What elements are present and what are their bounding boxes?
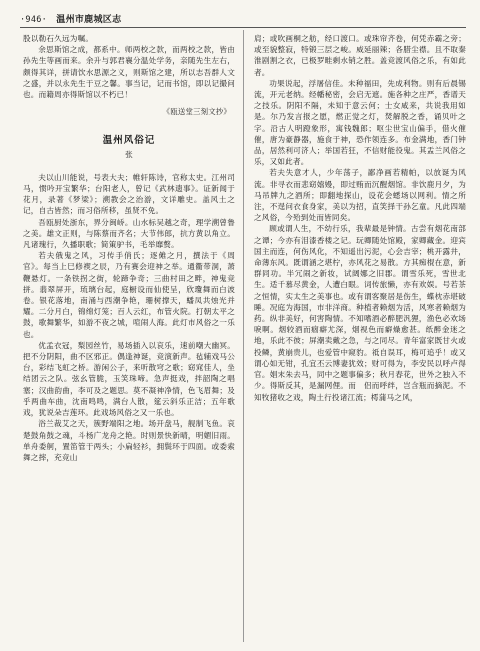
paragraph: 功果说起，浮屠信佳。未种福田，先成利物。则有后晨锡流，开元老纳。经幡秘密，会启无遮。施各种之庄严，香谱天之技乐。阴阳不隔，未知于意云何；士女咸来，共说我用如是。尔乃发言报之愿，燃正觉之灯，焚解脱之香，诵贝叶之字。沿古人明蹬象形，寓钱魏郎；呕尘世宝山偏手，借火催催，唐为豪静器，施食于神，恐作领连多。布金满地，香门钟品，居然利可济人；举国若狂，不信财能役鬼。其盂兰风俗之乐，又如此者。 — [254, 78, 466, 167]
article-author: 张 — [125, 149, 133, 159]
paragraph: 优孟衣冠，梨园丝竹，易场插入以哀乐，速前嘲大幽冥。把不分阴阳，曲不区邪正。偶逢神诞，竞演新声。毡辅戏马公台，彩结飞虹之桥。游闲公子，来听散穹之歌；窈窕佳人，坐结团云之队。弦幺管脆，玉笑珠啼。急声挺戏，拌韶陶之唱塞；汉曲韵曲，李可及之题思。莫不凝神净情，色飞眉舞；及乎两曲车曲，沈南鸣鸣，满台人散，筵云斜乐正洁；五年歌戏，犹说朵吉莲环。此戏场风俗之又一乐也。 — [23, 340, 235, 418]
source-note: 《瓯送堂三刻文抄》 — [162, 107, 231, 117]
paragraph: 肩；或吹画桐之舫，经口渡口。或珠帘齐卷，何凭赤霸之旁；或至貌整寂，特锻三层之峻。威延丽辣；各腊尘襟。且不取秦淮剧割之衣，已极罗畦剩水销之胜。盖竞渡风俗之乐，有如此者。 — [254, 34, 466, 77]
paragraph: 吾瓯厨处浙东，界分闽峤。山水标吴越之奇，理学溯曾鲁之美。雄文正则，与陈蔡而齐名；大节伟郎，抗方黄以角立。凡诸瑰行，久播职歌；简策驴书，毛举靡赘。 — [23, 217, 235, 250]
column-divider — [243, 30, 244, 642]
paragraph: 余思斯馆之成，都系中。师两校之款，而两校之款，皆由孙先生等画而来。余升与郭君襄分温处学务，亲随先生左右，颇得其详，拼请饮水思源之义，则斯馆之建，所以志吾群人文之盛，并以永先生于豆之馨。事当记，记而书馆，即以记撮问也。而籍周亦得斯馆以不朽已！ — [23, 45, 235, 100]
paragraph: 顾或谓人生，不幼行乐，我辈最是钟情。古尝有烟花南部之谭；今亦有泪漆香楼之记。玩卿随处馆殿，家卿藏金。迎宾国主而连，何伤风化，不知遥出污泥，心会吉宰；桃开露井，命薄东风。既谓涵之堪柠，亦风花之易散。方其痴棍在意，新群同功。半冗闹之新妆，试阔娜之旧郡。谓雪乐死，雪世北生。适千慕尽黄金，人遭白眼。词传旅懒，亦有欢娱。号若茶之恒情，实太生之美事也。或有谓客聚居是伤生，蝶枕赤堪破睡。况庭为海国，市非洋商。种植者赖烟为活，风寒者赖烟为药。纵非美好，何害陶情。不知嗜酒必醉肥汎狸，渔色必欢场唳啊。烟较酒而痼癖尤深，烟视色而癖燥愈甚。纸醉金迷之地，乐此不彼；屏潮卖戴之急，与之同尽。青年富家既甘火或投鳞，黄崩贵儿，也爱管中窥豹。祗自误耳，梅可追乎！或又谓心如无钳，孔宜丕云博妻犹效；财可得为，李安民以呼卢得官。娼末朱去马，同中之题事偏多；秋月春花，世外之独入不少。得斯反其，是漏网俚。而 侣而呼绊，岂含瓶而摘泥。不知牧猪收之戏，陶土行投诸江流；樗蒲马之风， — [254, 224, 466, 402]
paragraph: 夫以山川能说，号表大夫；帷轩陈诗，官称太史。江州司马，惯吟开宝繁华；台阳老人，曾记《武林遗事》。证新闻于花月，录著《梦梁》；溯教会之治游，文详雕史。盖风土之记，自古皆然；而习俗所移，虽贤不免。 — [23, 172, 235, 216]
page-header — [20, 12, 121, 25]
paragraph: 浴兰裁艾之天，簇野端阳之地。场开盘马，舰制飞鱼。哀楚鼓角鼓之魂，斗杨广龙舟之艳。时则景快新晴，明媚旧雨。单舟委舸，置笛管于两头；小扁轻衫，拥鬓环于四面。或委索舞之摔，充竞山 — [23, 419, 235, 462]
left-column — [23, 33, 235, 463]
page-number: ·946· — [20, 15, 48, 25]
book-title: 温州市鹿城区志 — [56, 15, 122, 25]
header-rule — [20, 27, 466, 28]
paragraph: 股以勒石久远为嘱。 — [23, 34, 94, 43]
right-column — [254, 33, 466, 403]
article-title: 温州风俗记 — [102, 135, 156, 147]
paragraph: 若夫失意才人，少年荡子，鄙净画若精帕，以放诞为风流。非寻衣而悲窈嬉嫚，即过贿而沉醒烟馆。非饮鹿月夕，为马吊牌九之酒所；即翻地探山，设花会蟋场以网利。情之所注，不逞问衣食身家，美以为招，直笑择干孙乞童。凡此四端之风俗，今殆到处而皆同矣。 — [254, 168, 466, 223]
paragraph: 若夫俄鬼之风，习传手俏氏；逐傩之月，撰法于《周官》。每当上巳修褉之辰，乃有赛会迎神之举。通衢带洞，萧鞭悬灯。一条铁拐之街，轮蹄争奇；三曲村田之畔，神鬼竞拼。翡翠屏开，琉璃台起，庭橱设而仙使呈，欣瓊舞而白波卷。银花落地，南涌与西潮争艳，珊树撑天，蟠凤共烛光并耀。二分月白，锦绵灯笼；百人云红，布管火院。打朝太平之鼓，歌舞繁华，如游不夜之城，喧闹人海。此灯市风俗之一乐也。 — [23, 251, 235, 339]
